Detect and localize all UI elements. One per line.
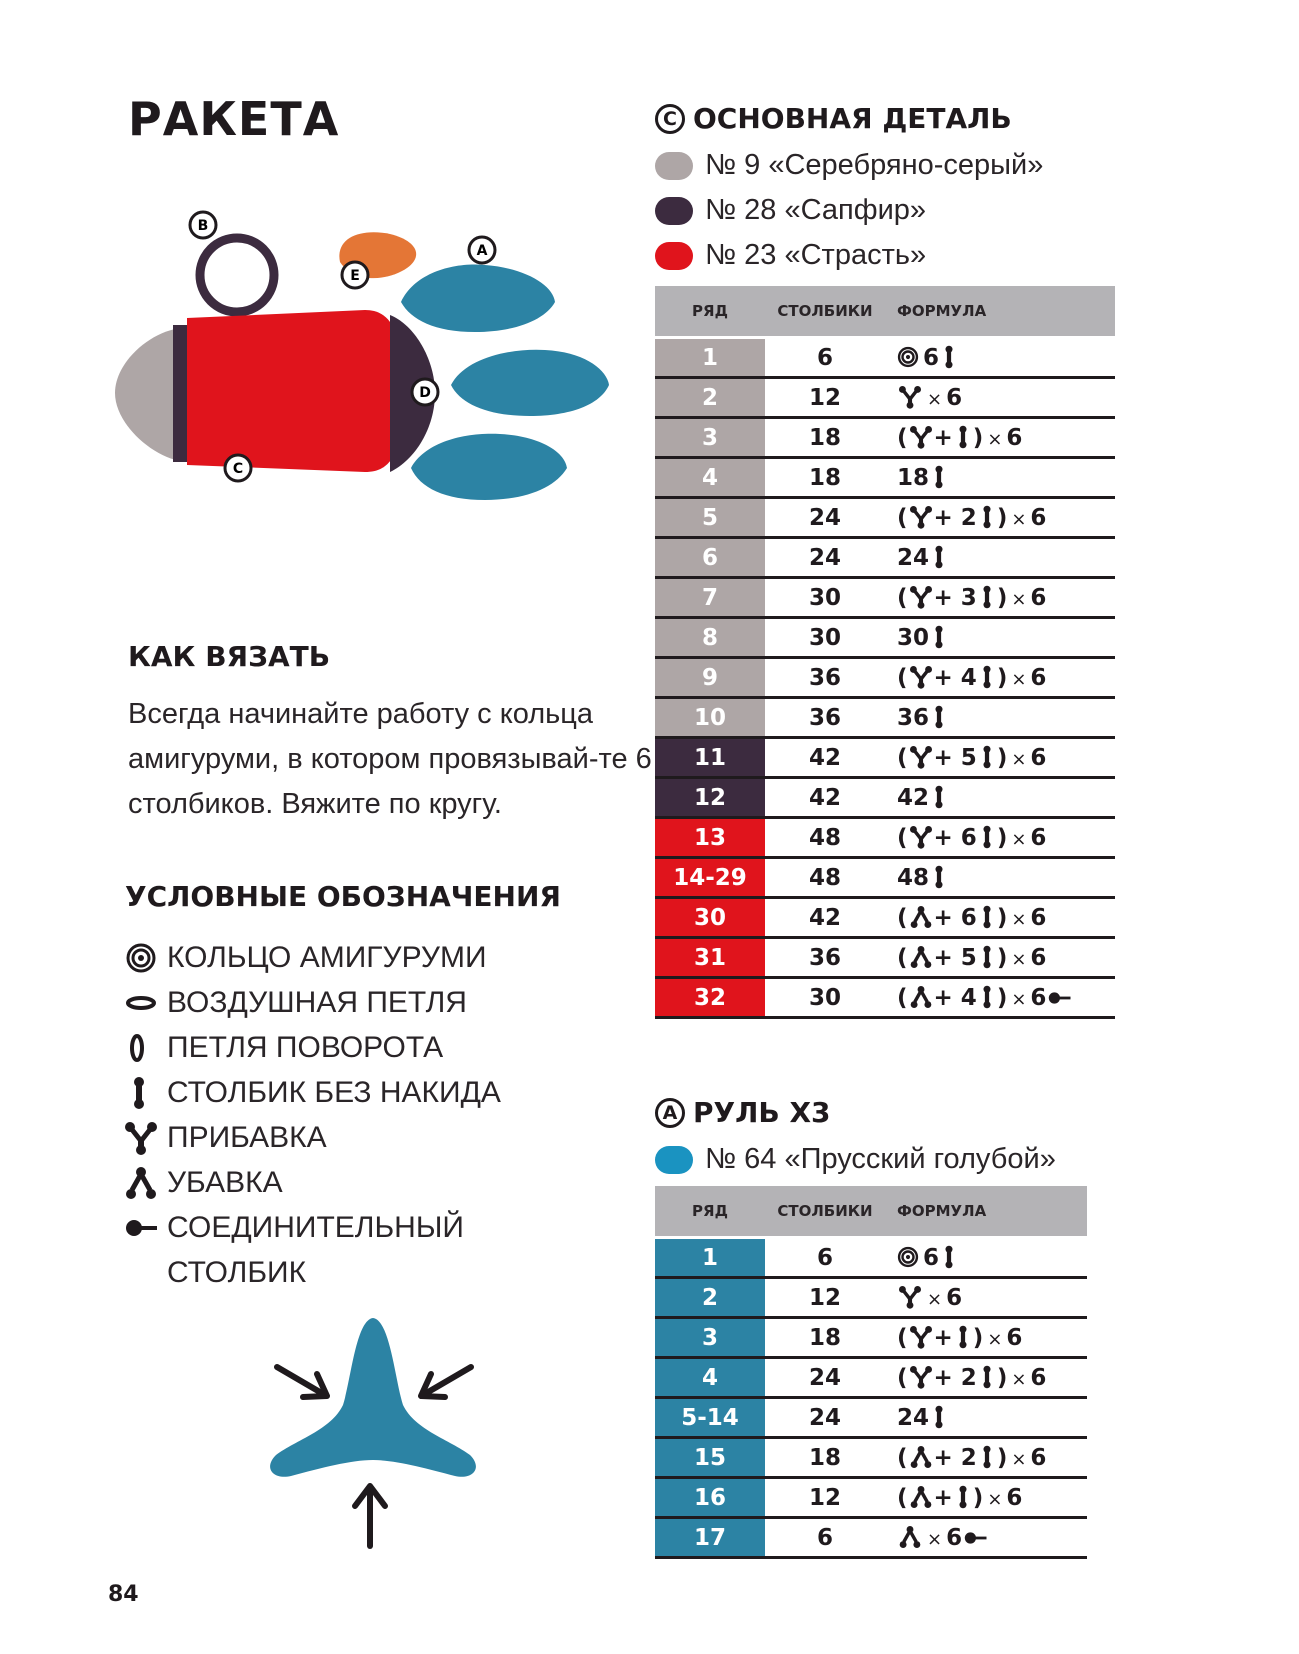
stitch-count: 36 xyxy=(765,938,885,978)
formula-text: ) xyxy=(996,584,1008,611)
formula-text: 48 xyxy=(897,864,930,891)
yarn-label: № 9 «Серебряно-серый» xyxy=(705,149,1044,181)
stitch-count: 24 xyxy=(765,1358,885,1398)
increase-icon xyxy=(899,385,921,409)
formula-text: ) xyxy=(996,744,1008,771)
part-b-ring xyxy=(200,238,274,312)
formula xyxy=(885,458,1115,498)
table-row xyxy=(655,1318,1087,1358)
formula xyxy=(885,538,1115,578)
main-part-header xyxy=(655,96,1115,141)
formula-text: ( xyxy=(897,1484,908,1511)
times-symbol: × xyxy=(987,1488,1003,1510)
single-crochet-icon xyxy=(932,865,946,889)
col-stitches: СТОЛБИКИ xyxy=(765,286,885,338)
row-number: 2 xyxy=(655,378,765,418)
times-symbol: × xyxy=(1011,908,1027,930)
turning-chain-icon xyxy=(125,1025,167,1070)
row-number: 11 xyxy=(655,738,765,778)
single-crochet-icon xyxy=(932,465,946,489)
formula xyxy=(885,818,1115,858)
row-number: 4 xyxy=(655,458,765,498)
stitch-count: 30 xyxy=(765,578,885,618)
table-row xyxy=(655,1358,1087,1398)
yarn-color-swatch xyxy=(655,152,693,180)
formula-text: + 4 xyxy=(933,984,977,1011)
yarn-item xyxy=(655,143,1115,188)
arrow-top-left-icon xyxy=(277,1367,327,1397)
yarn-color-swatch xyxy=(655,242,693,270)
formula-text: 36 xyxy=(897,704,930,731)
how-to-text: Всегда начинайте работу с кольца амигуруми, в котором провязывай-те 6 столбиков. Вяжите по кругу. xyxy=(128,698,652,820)
fin-assembly-diagram xyxy=(255,1310,495,1560)
formula-text: 6 xyxy=(923,1244,940,1271)
times-symbol: × xyxy=(1011,748,1027,770)
col-formula: ФОРМУЛА xyxy=(885,286,1115,338)
formula-text: + 3 xyxy=(933,584,977,611)
formula xyxy=(885,1318,1087,1358)
yarn-item xyxy=(655,233,1115,278)
svg-text:D: D xyxy=(419,385,431,401)
stitch-count: 6 xyxy=(765,1238,885,1278)
decrease-icon xyxy=(910,985,932,1009)
formula-text: ( xyxy=(897,904,908,931)
formula xyxy=(885,938,1115,978)
increase-icon xyxy=(910,665,932,689)
formula xyxy=(885,618,1115,658)
table-row xyxy=(655,778,1115,818)
formula-text: 6 xyxy=(946,1524,963,1551)
decrease-icon xyxy=(125,1160,167,1205)
slip-stitch-icon xyxy=(964,1531,988,1545)
decrease-icon xyxy=(910,1485,932,1509)
formula xyxy=(885,898,1115,938)
svg-text:A: A xyxy=(476,243,488,259)
times-symbol: × xyxy=(927,1288,943,1310)
row-number: 13 xyxy=(655,818,765,858)
formula xyxy=(885,418,1115,458)
single-crochet-icon xyxy=(932,1405,946,1429)
formula xyxy=(885,498,1115,538)
formula-text: + xyxy=(933,424,953,451)
single-crochet-icon xyxy=(980,905,994,929)
single-crochet-icon xyxy=(980,985,994,1009)
stitch-count: 18 xyxy=(765,458,885,498)
formula-text: ) xyxy=(996,664,1008,691)
formula xyxy=(885,578,1115,618)
table-row xyxy=(655,818,1115,858)
times-symbol: × xyxy=(1011,1368,1027,1390)
times-symbol: × xyxy=(1011,588,1027,610)
stitch-count: 36 xyxy=(765,658,885,698)
table-row xyxy=(655,738,1115,778)
single-crochet-icon xyxy=(932,625,946,649)
row-number: 8 xyxy=(655,618,765,658)
single-crochet-icon xyxy=(942,345,956,369)
label-e xyxy=(342,262,368,288)
table-row xyxy=(655,1398,1087,1438)
page-number: 84 xyxy=(108,1582,139,1607)
slip-stitch-icon xyxy=(1048,991,1072,1005)
arrow-top-right-icon xyxy=(421,1367,471,1397)
table-row xyxy=(655,698,1115,738)
row-number: 7 xyxy=(655,578,765,618)
single-crochet-icon xyxy=(125,1070,167,1115)
svg-text:C: C xyxy=(232,461,244,477)
fin-part-heading: РУЛЬ X3 xyxy=(693,1096,831,1129)
main-part-yarns xyxy=(655,143,1115,278)
times-symbol: × xyxy=(1011,668,1027,690)
legend-list xyxy=(125,935,501,1295)
legend-item: ПРИБАВКА xyxy=(125,1115,501,1160)
formula-text: 6 xyxy=(946,384,963,411)
times-symbol: × xyxy=(1011,948,1027,970)
formula-text: ( xyxy=(897,824,908,851)
increase-icon xyxy=(125,1115,167,1160)
single-crochet-icon xyxy=(980,1365,994,1389)
part-a-fin-top xyxy=(401,264,555,332)
main-part-heading: ОСНОВНАЯ ДЕТАЛЬ xyxy=(693,102,1012,135)
yarn-label: № 28 «Сапфир» xyxy=(705,194,927,226)
legend-item: УБАВКА xyxy=(125,1160,501,1205)
formula xyxy=(885,978,1115,1018)
how-to-heading: КАК ВЯЗАТЬ xyxy=(128,640,331,673)
increase-icon xyxy=(899,1285,921,1309)
table-row xyxy=(655,1518,1087,1558)
row-number: 5-14 xyxy=(655,1398,765,1438)
stitch-count: 30 xyxy=(765,978,885,1018)
formula-text: ( xyxy=(897,1324,908,1351)
formula-text: 6 xyxy=(1030,504,1047,531)
svg-text:E: E xyxy=(350,268,360,284)
formula-text: 6 xyxy=(1030,904,1047,931)
formula-text: 6 xyxy=(946,1284,963,1311)
table-row xyxy=(655,418,1115,458)
formula-text: ) xyxy=(996,984,1008,1011)
stitch-count: 24 xyxy=(765,1398,885,1438)
formula-text: 6 xyxy=(1030,824,1047,851)
stitch-count: 12 xyxy=(765,1278,885,1318)
stitch-count: 36 xyxy=(765,698,885,738)
table-row xyxy=(655,658,1115,698)
formula-text: + 6 xyxy=(933,904,977,931)
formula-text: + 2 xyxy=(933,1444,977,1471)
table-row xyxy=(655,378,1115,418)
formula-text: 6 xyxy=(1030,1444,1047,1471)
svg-text:B: B xyxy=(197,218,209,234)
main-part-letter: C xyxy=(655,104,685,134)
formula-text: 18 xyxy=(897,464,930,491)
formula xyxy=(885,338,1115,378)
main-part-section xyxy=(655,96,1115,1019)
single-crochet-icon xyxy=(932,705,946,729)
formula-text: + 2 xyxy=(933,504,977,531)
decrease-icon xyxy=(910,905,932,929)
formula-text: 6 xyxy=(1030,664,1047,691)
formula-text: 24 xyxy=(897,544,930,571)
single-crochet-icon xyxy=(956,1325,970,1349)
single-crochet-icon xyxy=(980,825,994,849)
stitch-count: 42 xyxy=(765,898,885,938)
formula xyxy=(885,1398,1087,1438)
label-c xyxy=(225,455,251,481)
formula-text: + xyxy=(933,1324,953,1351)
formula xyxy=(885,858,1115,898)
formula-text: 24 xyxy=(897,1404,930,1431)
legend-item: ВОЗДУШНАЯ ПЕТЛЯ xyxy=(125,980,501,1025)
stitch-count: 24 xyxy=(765,538,885,578)
formula-text: + 5 xyxy=(933,744,977,771)
formula xyxy=(885,658,1115,698)
formula xyxy=(885,1518,1087,1558)
single-crochet-icon xyxy=(980,585,994,609)
table-row xyxy=(655,538,1115,578)
formula-text: ) xyxy=(996,904,1008,931)
formula-text: ( xyxy=(897,584,908,611)
col-row: РЯД xyxy=(655,1186,765,1238)
formula-text: ) xyxy=(996,824,1008,851)
formula-text: ( xyxy=(897,1364,908,1391)
chain-stitch-icon xyxy=(125,980,167,1025)
table-row xyxy=(655,978,1115,1018)
formula xyxy=(885,1278,1087,1318)
table-header-row xyxy=(655,1186,1087,1238)
fin-part-header xyxy=(655,1090,1087,1135)
stitch-count: 18 xyxy=(765,418,885,458)
formula-text: 6 xyxy=(923,344,940,371)
row-number: 1 xyxy=(655,338,765,378)
page-title: РАКЕТА xyxy=(128,92,340,146)
formula-text: ( xyxy=(897,504,908,531)
table-row xyxy=(655,898,1115,938)
formula-text: ) xyxy=(996,504,1008,531)
formula-text: ) xyxy=(996,1444,1008,1471)
stitch-count: 12 xyxy=(765,1478,885,1518)
yarn-item xyxy=(655,188,1115,233)
times-symbol: × xyxy=(1011,508,1027,530)
stitch-count: 18 xyxy=(765,1438,885,1478)
row-number: 9 xyxy=(655,658,765,698)
label-b xyxy=(190,212,216,238)
stitch-count: 6 xyxy=(765,338,885,378)
magic-ring-icon xyxy=(897,346,919,368)
increase-icon xyxy=(910,1365,932,1389)
table-row xyxy=(655,1278,1087,1318)
row-number: 1 xyxy=(655,1238,765,1278)
table-row xyxy=(655,338,1115,378)
fin-part-letter: A xyxy=(655,1098,685,1128)
legend-heading: УСЛОВНЫЕ ОБОЗНАЧЕНИЯ xyxy=(125,880,561,913)
table-row xyxy=(655,1478,1087,1518)
yarn-label: № 64 «Прусский голубой» xyxy=(705,1143,1056,1175)
row-number: 6 xyxy=(655,538,765,578)
single-crochet-icon xyxy=(980,945,994,969)
table-row xyxy=(655,858,1115,898)
yarn-label: № 23 «Страсть» xyxy=(705,239,927,271)
legend-item: КОЛЬЦО АМИГУРУМИ xyxy=(125,935,501,980)
col-formula: ФОРМУЛА xyxy=(885,1186,1087,1238)
times-symbol: × xyxy=(1011,1448,1027,1470)
times-symbol: × xyxy=(927,388,943,410)
row-number: 10 xyxy=(655,698,765,738)
part-c-body xyxy=(115,310,435,472)
magic-ring-icon xyxy=(125,935,167,980)
formula-text: + 2 xyxy=(933,1364,977,1391)
single-crochet-icon xyxy=(980,745,994,769)
fin-part-table xyxy=(655,1186,1087,1559)
times-symbol: × xyxy=(1011,988,1027,1010)
decrease-icon xyxy=(899,1525,921,1549)
times-symbol: × xyxy=(987,428,1003,450)
formula-text: ) xyxy=(996,1364,1008,1391)
decrease-icon xyxy=(910,1445,932,1469)
fin-part-yarns xyxy=(655,1137,1087,1182)
row-number: 32 xyxy=(655,978,765,1018)
formula-text: + 4 xyxy=(933,664,977,691)
increase-icon xyxy=(910,1325,932,1349)
row-number: 4 xyxy=(655,1358,765,1398)
formula-text: 6 xyxy=(1030,1364,1047,1391)
arrow-bottom-icon xyxy=(355,1486,385,1546)
formula-text: ( xyxy=(897,984,908,1011)
table-row xyxy=(655,938,1115,978)
table-row xyxy=(655,1238,1087,1278)
stitch-count: 6 xyxy=(765,1518,885,1558)
formula-text: ) xyxy=(996,944,1008,971)
table-row xyxy=(655,1438,1087,1478)
formula xyxy=(885,698,1115,738)
formula-text: + xyxy=(933,1484,953,1511)
formula-text: 30 xyxy=(897,624,930,651)
formula-text: 6 xyxy=(1030,984,1047,1011)
increase-icon xyxy=(910,745,932,769)
yarn-color-swatch xyxy=(655,1146,693,1174)
table-row xyxy=(655,458,1115,498)
yarn-color-swatch xyxy=(655,197,693,225)
formula-text: ) xyxy=(972,1324,984,1351)
single-crochet-icon xyxy=(980,1445,994,1469)
formula-text: ) xyxy=(972,424,984,451)
row-number: 12 xyxy=(655,778,765,818)
formula-text: ( xyxy=(897,1444,908,1471)
table-row xyxy=(655,578,1115,618)
formula xyxy=(885,1438,1087,1478)
times-symbol: × xyxy=(1011,828,1027,850)
slip-stitch-icon xyxy=(125,1205,167,1250)
formula-text: 6 xyxy=(1006,1324,1023,1351)
stitch-count: 42 xyxy=(765,778,885,818)
row-number: 3 xyxy=(655,1318,765,1358)
formula-text: ( xyxy=(897,944,908,971)
part-d-fin-middle xyxy=(451,350,609,416)
single-crochet-icon xyxy=(980,665,994,689)
increase-icon xyxy=(910,505,932,529)
decrease-icon xyxy=(910,945,932,969)
formula-text: 6 xyxy=(1006,424,1023,451)
row-number: 3 xyxy=(655,418,765,458)
row-number: 16 xyxy=(655,1478,765,1518)
single-crochet-icon xyxy=(942,1245,956,1269)
single-crochet-icon xyxy=(932,545,946,569)
yarn-item xyxy=(655,1137,1087,1182)
single-crochet-icon xyxy=(980,505,994,529)
label-a xyxy=(469,237,495,263)
times-symbol: × xyxy=(927,1528,943,1550)
row-number: 15 xyxy=(655,1438,765,1478)
times-symbol: × xyxy=(987,1328,1003,1350)
row-number: 31 xyxy=(655,938,765,978)
stitch-count: 18 xyxy=(765,1318,885,1358)
legend-item-continued: СТОЛБИК xyxy=(167,1256,307,1289)
formula xyxy=(885,778,1115,818)
legend-item: СТОЛБИК БЕЗ НАКИДА xyxy=(125,1070,501,1115)
formula xyxy=(885,738,1115,778)
label-d xyxy=(412,379,438,405)
stitch-count: 48 xyxy=(765,818,885,858)
formula-text: ( xyxy=(897,424,908,451)
stitch-count: 30 xyxy=(765,618,885,658)
table-row xyxy=(655,498,1115,538)
stitch-count: 12 xyxy=(765,378,885,418)
row-number: 14-29 xyxy=(655,858,765,898)
table-header-row xyxy=(655,286,1115,338)
row-number: 5 xyxy=(655,498,765,538)
formula-text: 6 xyxy=(1030,744,1047,771)
rocket-parts-diagram xyxy=(115,210,655,540)
increase-icon xyxy=(910,425,932,449)
main-part-table xyxy=(655,286,1115,1019)
formula-text: 42 xyxy=(897,784,930,811)
row-number: 17 xyxy=(655,1518,765,1558)
legend-item: ПЕТЛЯ ПОВОРОТА xyxy=(125,1025,501,1070)
increase-icon xyxy=(910,825,932,849)
col-row: РЯД xyxy=(655,286,765,338)
formula xyxy=(885,1478,1087,1518)
part-fin-bottom xyxy=(411,434,567,500)
increase-icon xyxy=(910,585,932,609)
legend-item: СОЕДИНИТЕЛЬНЫЙ xyxy=(125,1205,501,1250)
formula-text: ) xyxy=(972,1484,984,1511)
stitch-count: 42 xyxy=(765,738,885,778)
formula-text: ( xyxy=(897,744,908,771)
formula-text: + 6 xyxy=(933,824,977,851)
formula-text: ( xyxy=(897,664,908,691)
table-row xyxy=(655,618,1115,658)
row-number: 2 xyxy=(655,1278,765,1318)
single-crochet-icon xyxy=(932,785,946,809)
formula xyxy=(885,1358,1087,1398)
row-number: 30 xyxy=(655,898,765,938)
formula xyxy=(885,1238,1087,1278)
single-crochet-icon xyxy=(956,425,970,449)
formula-text: 6 xyxy=(1030,944,1047,971)
stitch-count: 48 xyxy=(765,858,885,898)
fin-part-section xyxy=(655,1090,1087,1559)
col-stitches: СТОЛБИКИ xyxy=(765,1186,885,1238)
single-crochet-icon xyxy=(956,1485,970,1509)
formula-text: 6 xyxy=(1006,1484,1023,1511)
formula-text: + 5 xyxy=(933,944,977,971)
stitch-count: 24 xyxy=(765,498,885,538)
magic-ring-icon xyxy=(897,1246,919,1268)
formula-text: 6 xyxy=(1030,584,1047,611)
formula xyxy=(885,378,1115,418)
